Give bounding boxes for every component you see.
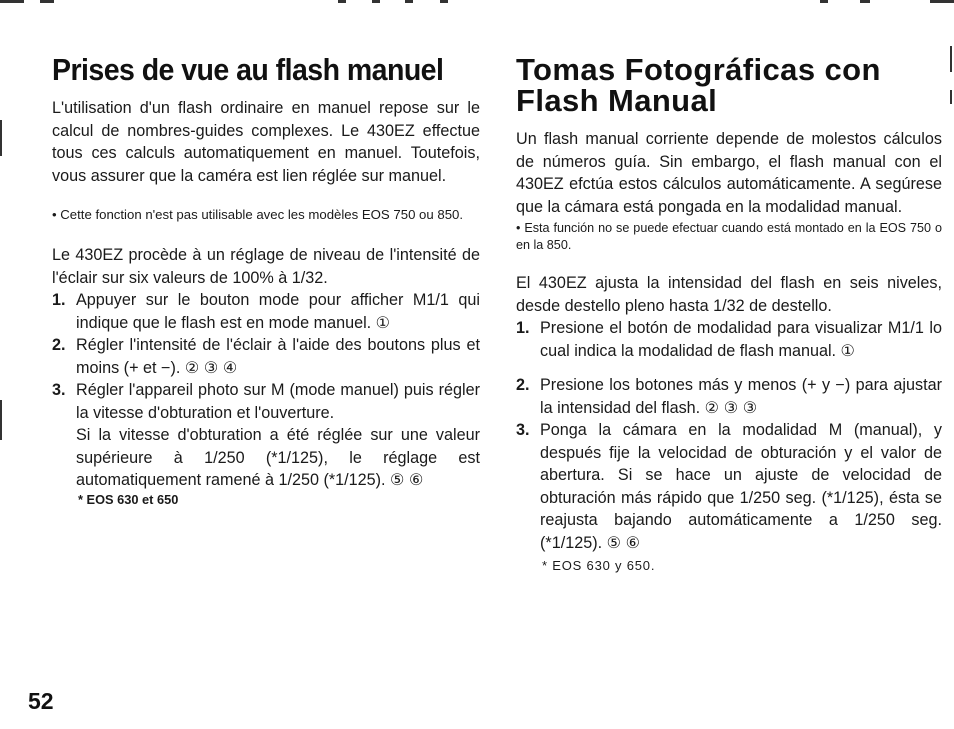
french-intro: L'utilisation d'un flash ordinaire en manuel repose sur le calcul de nombres-guides complexes. Le 430EZ effectue tous ces calculs automatiquement en manuel. Toutefois, vous assurer que la caméra est lien réglée sur manuel. [52, 99, 480, 185]
french-step-number: 1. [52, 291, 66, 309]
spanish-title: Tomas Fotográficas con Flash Manual [516, 52, 881, 118]
french-step-1 [52, 289, 480, 334]
scan-left-edge-mark [0, 400, 2, 440]
french-step-3-continuation: Si la vitesse d'obturation a été réglée sur une valeur supérieure à 1/250 (*1/125), le réglage est automatiquement ramené à 1/250 (*1/125). ⑤ ⑥ [76, 426, 480, 489]
french-title: Prises de vue au flash manuel [52, 52, 444, 87]
french-step-text: Régler l'intensité de l'éclair à l'aide des boutons plus et moins (+ et −). ② ③ ④ [76, 336, 480, 377]
spanish-step-3 [516, 419, 942, 554]
french-step-text: Régler l'appareil photo sur M (mode manuel) puis régler la vitesse d'obturation et l'ouverture. [76, 381, 480, 422]
scan-right-edge-mark [950, 46, 952, 72]
french-footnote: * EOS 630 et 650 [78, 491, 179, 507]
french-column [52, 54, 480, 507]
spanish-column [516, 54, 942, 573]
spanish-note: • Esta función no se puede efectuar cuando está montado en la EOS 750 o en la 850. [516, 221, 942, 252]
french-steps [52, 289, 480, 492]
spanish-levels: El 430EZ ajusta la intensidad del flash en seis niveles, desde destello pleno hasta 1/32 de destello. [516, 274, 942, 315]
french-step-text: Appuyer sur le bouton mode pour afficher M1/1 qui indique que le flash est en mode manuel. ① [76, 291, 480, 332]
scan-top-edge [0, 0, 954, 6]
spanish-footnote: * EOS 630 y 650. [542, 558, 656, 573]
french-levels: Le 430EZ procède à un réglage de niveau de l'intensité de l'éclair sur six valeurs de 100% à 1/32. [52, 246, 480, 287]
french-step-2 [52, 334, 480, 379]
spanish-step-text: Presione los botones más y menos (+ y −) para ajustar la intensidad del flash. ② ③ ③ [540, 376, 942, 417]
scan-right-edge-mark [950, 90, 952, 104]
spanish-intro: Un flash manual corriente depende de molestos cálculos de números guía. Sin embargo, el flash manual con el 430EZ efctúa estos cálculos automáticamente. A segúrese que la cámara está pongada en la modalidad manual. [516, 130, 942, 216]
spanish-step-1 [516, 317, 942, 362]
scan-left-edge-mark [0, 120, 2, 156]
page-number: 52 [28, 688, 54, 714]
spanish-step-text: Presione el botón de modalidad para visualizar M1/1 lo cual indica la modalidad de flash manual. ① [540, 319, 942, 360]
french-step-3 [52, 379, 480, 492]
spanish-step-number: 1. [516, 319, 530, 337]
spanish-step-number: 2. [516, 376, 530, 394]
french-note: • Cette fonction n'est pas utilisable avec les modèles EOS 750 ou 850. [52, 207, 464, 222]
spanish-step-text: Ponga la cámara en la modalidad M (manual), y después fije la velocidad de obturación y el valor de abertura. Si se hace un ajuste de velocidad de obturación más rápido que 1/250 seg. (*1/125), ésta se reajusta bajando automáticamente a 1/250 seg. (*1/125). ⑤ ⑥ [540, 421, 942, 552]
spanish-steps [516, 317, 942, 554]
french-step-number: 2. [52, 336, 66, 354]
french-step-number: 3. [52, 381, 66, 399]
spanish-step-number: 3. [516, 421, 530, 439]
spanish-step-2 [516, 374, 942, 419]
